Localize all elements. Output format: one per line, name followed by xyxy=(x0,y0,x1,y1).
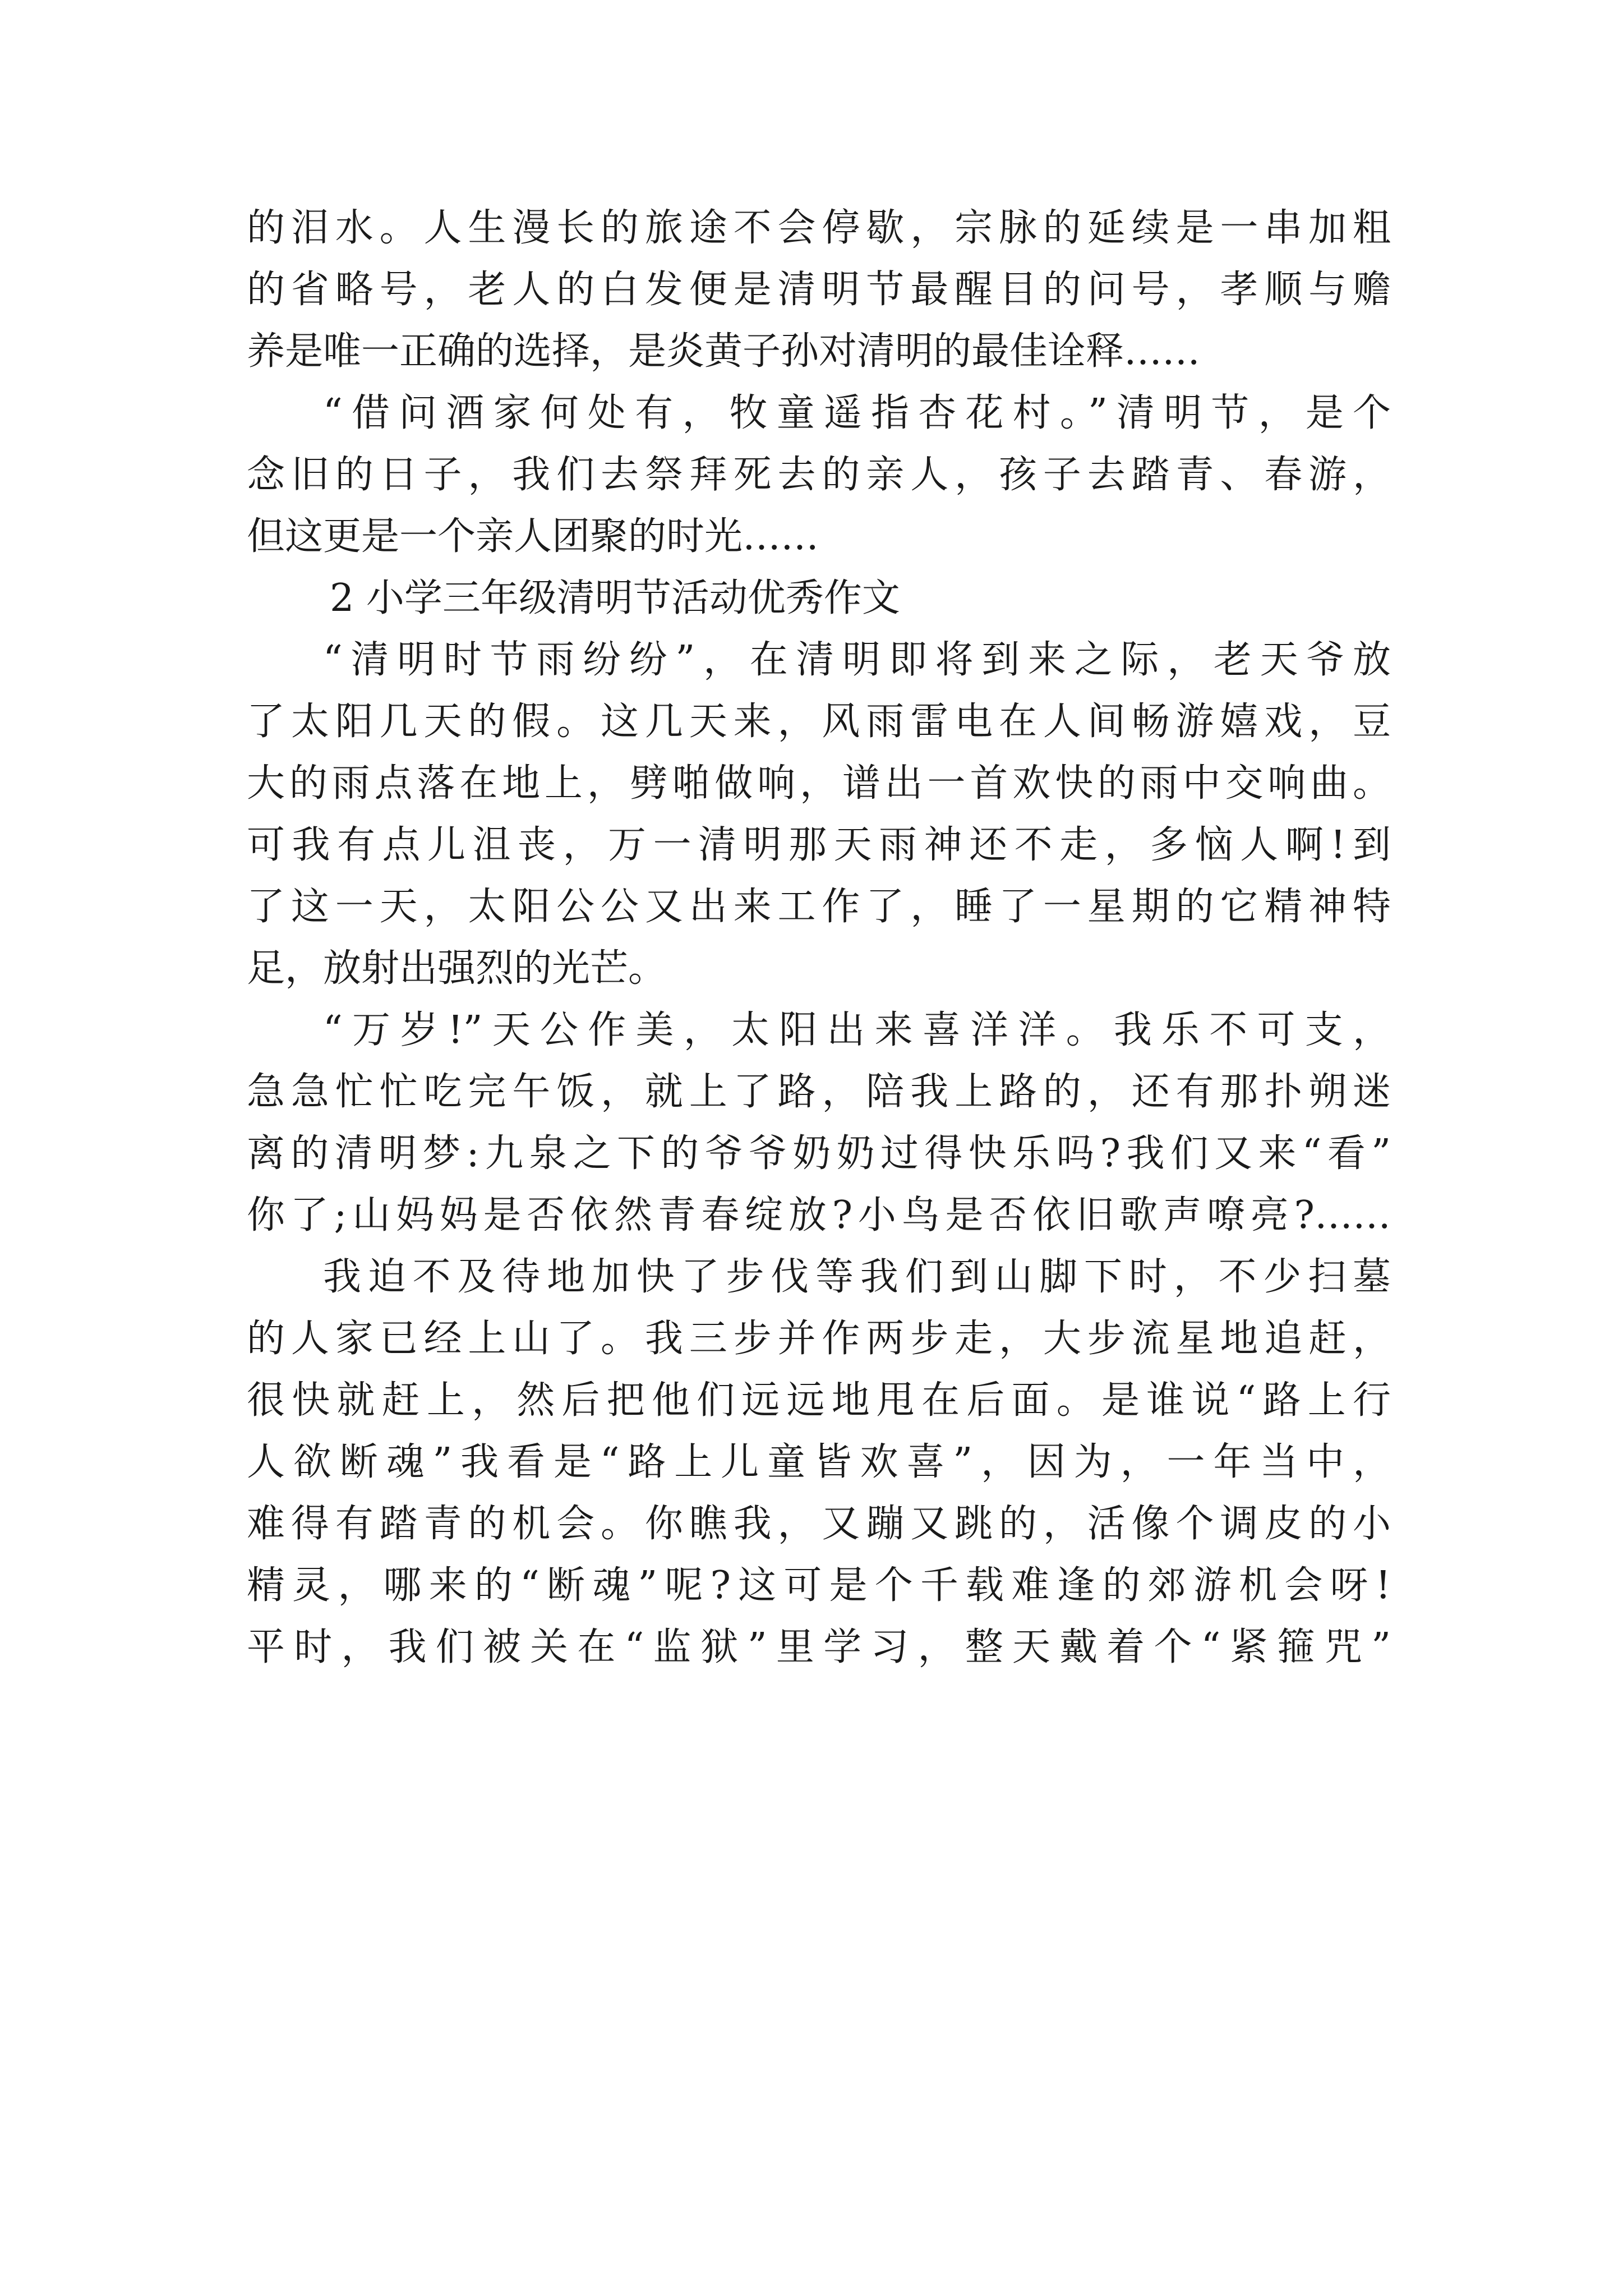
text-line: 的省略号，老人的白发便是清明节最醒目的问号，孝顺与赡 xyxy=(247,268,1391,312)
text-line: 了太阳几天的假。这几天来，风雨雷电在人间畅游嬉戏，豆 xyxy=(247,700,1391,744)
text-line: 离的清明梦:九泉之下的爷爷奶奶过得快乐吗?我们又来“看” xyxy=(247,1131,1391,1176)
text-line: 平时，我们被关在“监狱”里学习，整天戴着个“紧箍咒” xyxy=(247,1625,1391,1669)
text-line: 可我有点儿沮丧，万一清明那天雨神还不走，多恼人啊!到 xyxy=(247,823,1391,867)
text-line: 难得有踏青的机会。你瞧我，又蹦又跳的，活像个调皮的小 xyxy=(247,1502,1391,1546)
text-line: “清明时节雨纷纷”，在清明即将到来之际，老天爷放 xyxy=(323,638,1391,682)
text-line: 精灵，哪来的“断魂”呢?这可是个千载难逢的郊游机会呀! xyxy=(247,1563,1391,1608)
text-line: “万岁!”天公作美，太阳出来喜洋洋。我乐不可支， xyxy=(323,1008,1391,1052)
text-line: 养是唯一正确的选择，是炎黄子孙对清明的最佳诠释…… xyxy=(247,329,1201,374)
section-heading: 2 小学三年级清明节活动优秀作文 xyxy=(330,576,900,620)
text-line: 念旧的日子，我们去祭拜死去的亲人，孩子去踏青、春游， xyxy=(247,453,1391,497)
text-line: 足，放射出强烈的光芒。 xyxy=(247,946,667,991)
text-line: 你了;山妈妈是否依然青春绽放?小鸟是否依旧歌声嘹亮?…… xyxy=(247,1193,1391,1237)
text-line: 人欲断魂”我看是“路上儿童皆欢喜”，因为，一年当中， xyxy=(247,1440,1391,1484)
text-line: 我迫不及待地加快了步伐等我们到山脚下时，不少扫墓 xyxy=(323,1255,1391,1299)
text-line: 了这一天，太阳公公又出来工作了，睡了一星期的它精神特 xyxy=(247,885,1391,929)
text-line: 但这更是一个亲人团聚的时光…… xyxy=(247,514,819,559)
text-line: 大的雨点落在地上，劈啪做响，谱出一首欢快的雨中交响曲。 xyxy=(247,761,1391,806)
text-line: “借问酒家何处有，牧童遥指杏花村。”清明节，是个 xyxy=(323,391,1391,435)
text-line: 很快就赶上，然后把他们远远地甩在后面。是谁说“路上行 xyxy=(247,1378,1391,1423)
text-line: 的泪水。人生漫长的旅途不会停歇，宗脉的延续是一串加粗 xyxy=(247,206,1391,250)
text-line: 急急忙忙吃完午饭，就上了路，陪我上路的，还有那扑朔迷 xyxy=(247,1070,1391,1114)
essay-body xyxy=(247,197,1391,1678)
text-line: 的人家已经上山了。我三步并作两步走，大步流星地追赶， xyxy=(247,1317,1391,1361)
